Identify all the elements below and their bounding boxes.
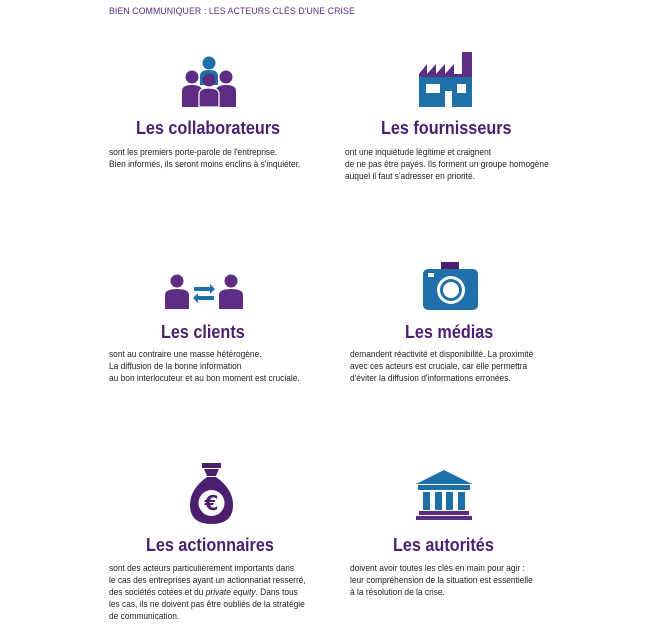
page-header-title: BIEN COMMUNIQUER : LES ACTEURS CLÉS D'UNE CRISE [109,6,355,17]
card-description: ont une inquiétude légitime et craignent de ne pas être payés. Ils forment un groupe homogène auquel il faut s'adresser en priorité. [345,147,549,181]
exchange-people-icon [164,274,244,310]
factory-icon [417,51,474,108]
card-description: doivent avoir toutes les clés en main pour agir : leur compréhension de la situation est essentielle à la résolution de la crise. [350,563,533,597]
card-description: sont les premiers porte-parole de l'entreprise. Bien informés, ils seront moins enclins à s'inquiéter. [109,147,301,169]
card-description: demandent réactivité et disponibilité. La proximité avec ces acteurs est cruciale, car elle permettra d'éviter la diffusion d'informations erronées. [350,349,534,383]
camera-icon [422,262,479,311]
svg-text:€: € [204,491,219,515]
card-title: Les collaborateurs [136,118,281,138]
card-description: sont au contraire une masse hétérogène. La diffusion de la bonne information au bon interlocuteur et au bon moment est cruciale. [109,349,300,383]
card-title: Les médias [405,322,494,342]
card-title: Les actionnaires [146,535,274,555]
card-title: Les autorités [393,535,494,555]
euro-money-bag-icon [189,463,234,525]
card-title: Les fournisseurs [381,118,512,138]
card-title: Les clients [161,322,245,342]
institution-building-icon [415,470,473,520]
card-description: sont des acteurs particulièrement importants dans le cas des entreprises ayant un actionnariat resserré, des sociétés cotées et du private equity. Dans tous les cas, ils ne doivent pas être oubliés de la stratégie de communication. [109,563,306,621]
people-group-icon [181,56,237,108]
